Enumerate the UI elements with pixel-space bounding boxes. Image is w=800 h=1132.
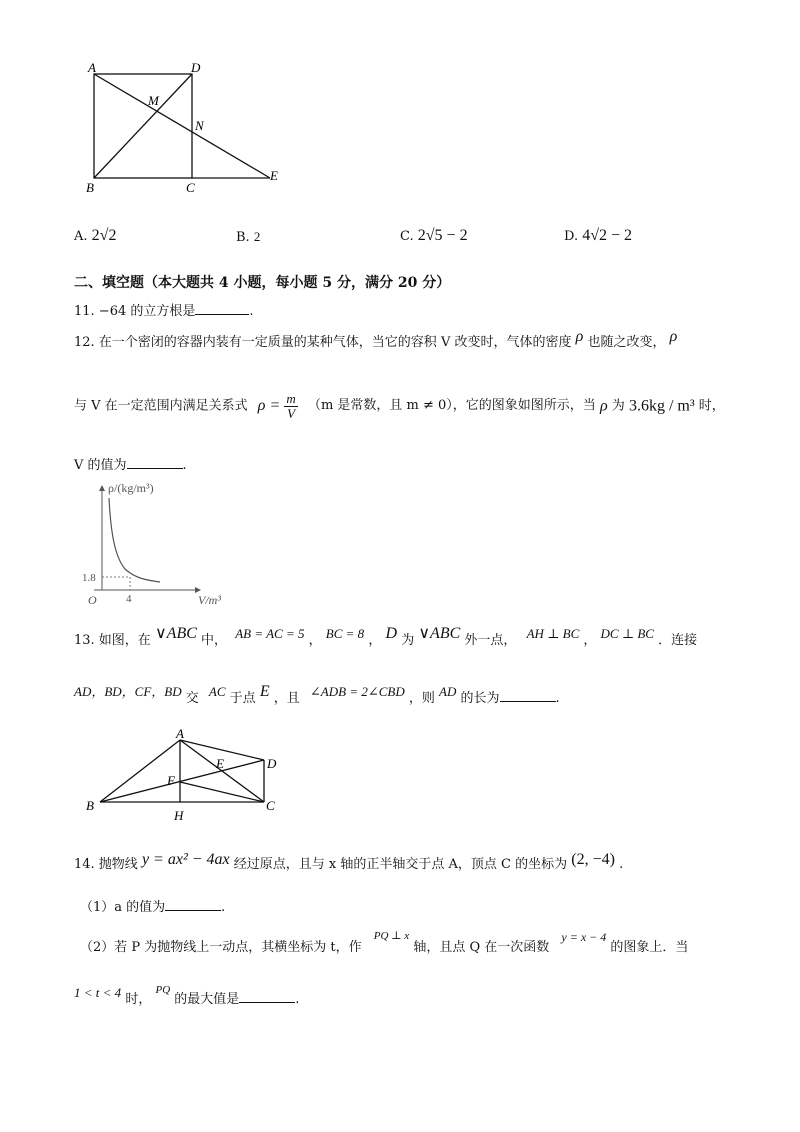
density-volume-graph — [80, 478, 240, 610]
question-14-part2: （2）若 P 为抛物线上一动点，其横坐标为 t，作 $^{PQ \perp x}$ 轴，且点 Q 在一次函数 y = x − 4 的图象上．当 — [80, 930, 689, 955]
answer-blank — [165, 898, 221, 911]
question-12-line3: V 的值为 . — [74, 458, 187, 473]
fraction-m-over-v: $\frac{m}{V}$ — [286, 391, 296, 422]
option-b: B. 2 — [236, 229, 261, 245]
label-a: A — [176, 728, 184, 741]
label-b: B — [86, 798, 94, 813]
question-12-line2: 与 V 在一定范围内满足关系式 ρ = $\frac{m}{V}$ （m 是常数，且 m ≠ 0），它的图象如图所示，当 ρ 为 3.6kg / m³ 时， — [74, 391, 725, 422]
side-ab — [100, 740, 180, 802]
option-c: C. 2√5 − 2 — [400, 227, 468, 244]
answer-blank — [500, 689, 556, 702]
x-axis-label: V/m³ — [198, 593, 221, 607]
section-heading: 二、填空题（本大题共 4 小题，每小题 5 分，满分 20 分） — [74, 275, 451, 291]
label-e: E — [216, 756, 224, 771]
y-tick-label: 1.8 — [82, 572, 96, 584]
label-c: C — [266, 798, 275, 813]
label-e: E — [270, 168, 278, 183]
label-d: D — [191, 60, 201, 75]
label-f: F — [167, 773, 175, 788]
diagonal-bd — [94, 74, 192, 178]
figure-triangle-diagram — [84, 728, 284, 824]
answer-blank — [239, 990, 295, 1003]
label-a: A — [88, 60, 96, 75]
answer-blank — [127, 456, 183, 469]
label-d: D — [267, 756, 277, 771]
label-n: N — [195, 118, 204, 133]
question-13-line1: 13. 如图，在 ∨ABC 中， AB = AC = 5 ， BC = 8 ， D 为 ∨ABC 外一点， AH ⊥ BC ， DC ⊥ BC ．连接 — [74, 625, 698, 648]
x-tick-label: 4 — [126, 593, 132, 605]
option-d: D. 4√2 − 2 — [564, 227, 633, 244]
label-m: M — [148, 93, 159, 108]
question-12-line1: 12. 在一个密闭的容器内装有一定质量的某种气体，当它的容积 V 改变时，气体的密度 ρ 也随之改变， ρ — [74, 328, 678, 350]
label-h: H — [174, 808, 184, 823]
question-14: 14. 抛物线 y = ax² − 4ax 经过原点，且与 x 轴的正半轴交于点 A，顶点 C 的坐标为 (2, −4) . — [74, 851, 624, 872]
line-ae — [94, 74, 270, 178]
question-14-part2-cont: 1 < t < 4 时， $^{PQ}$ 的最大值是 . — [74, 984, 300, 1007]
answer-blank — [195, 302, 249, 315]
option-a: A. 2√2 — [74, 227, 117, 244]
question-14-part1: （1）a 的值为 . — [80, 900, 226, 915]
question-13-line2: AD，BD，CF，BD 交 AC 于点 E ，且 ∠ADB = 2∠CBD ，则 AD 的长为 . — [74, 683, 560, 706]
label-b: B — [86, 180, 94, 193]
inverse-curve — [109, 498, 160, 582]
y-axis-label: ρ/(kg/m³) — [108, 481, 154, 495]
label-c: C — [186, 180, 195, 193]
origin-label: O — [88, 593, 97, 607]
figure-square-diagram — [80, 58, 295, 193]
question-11: 11. −64 的立方根是 . — [74, 304, 254, 319]
